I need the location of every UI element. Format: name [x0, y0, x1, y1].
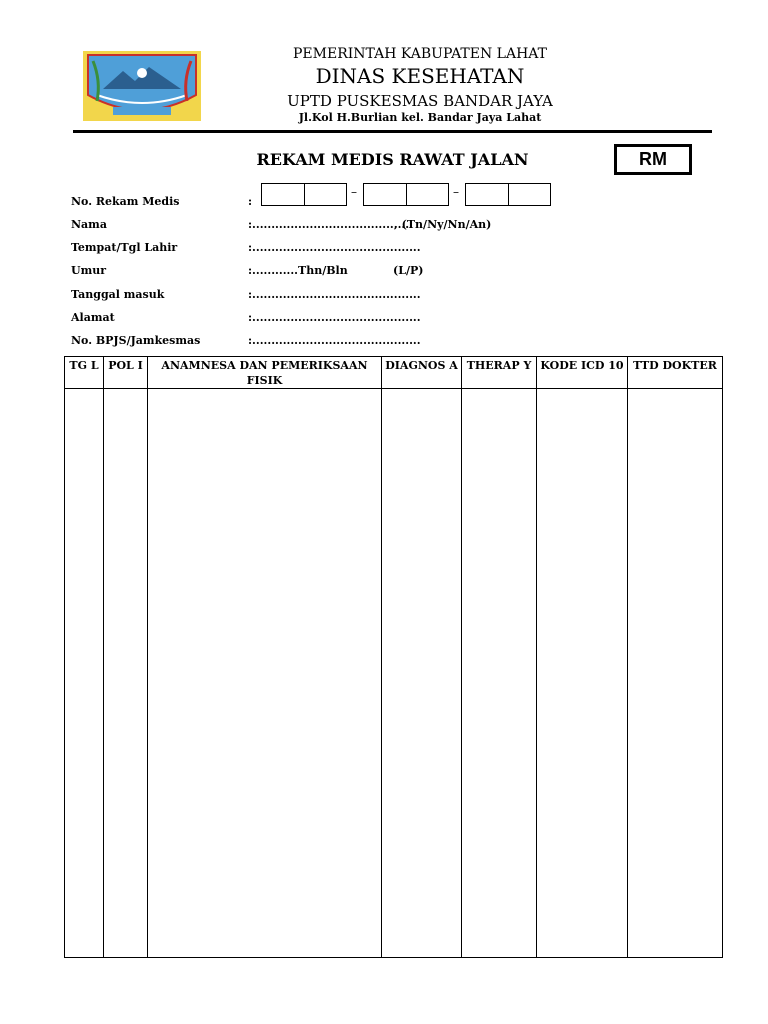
cell-anamnesa[interactable]	[148, 389, 382, 958]
field-value-nama[interactable]: :..........................................	[248, 218, 413, 231]
field-value-umur[interactable]: :............Thn/Bln	[248, 264, 348, 277]
cell-diagnosa[interactable]	[382, 389, 462, 958]
field-label-alamat: Alamat	[71, 311, 115, 324]
field-label-tanggal-masuk: Tanggal masuk	[71, 288, 165, 301]
table-row	[65, 389, 723, 958]
cell-poli[interactable]	[104, 389, 148, 958]
header-unit-name: UPTD PUSKESMAS BANDAR JAYA	[287, 92, 553, 110]
field-umur-gender: (L/P)	[393, 264, 424, 277]
field-value-alamat[interactable]: :............................................	[248, 311, 421, 324]
record-number-separator-1: –	[351, 185, 357, 199]
field-value-tanggal-masuk[interactable]: :............................................	[248, 288, 421, 301]
column-header-diagnosa: DIAGNOS A	[382, 357, 462, 389]
field-label-no-bpjs: No. BPJS/Jamkesmas	[71, 334, 201, 347]
column-header-poli: POL I	[104, 357, 148, 389]
field-label-umur: Umur	[71, 264, 107, 277]
field-nama-title-options: , (Tn/Ny/Nn/An)	[394, 218, 492, 231]
field-label-no-rekam-medis: No. Rekam Medis	[71, 195, 180, 208]
field-label-nama: Nama	[71, 218, 107, 231]
column-header-tgl: TG L	[65, 357, 104, 389]
cell-therapy[interactable]	[462, 389, 537, 958]
medical-record-table	[64, 356, 723, 958]
column-header-kode-icd: KODE ICD 10	[537, 357, 628, 389]
cell-ttd-dokter[interactable]	[628, 389, 723, 958]
field-label-tempat-tgl-lahir: Tempat/Tgl Lahir	[71, 241, 178, 254]
record-number-boxes-3[interactable]	[465, 183, 551, 206]
column-header-therapy: THERAP Y	[462, 357, 537, 389]
record-number-separator-2: –	[453, 185, 459, 199]
header-agency-name: DINAS KESEHATAN	[315, 64, 525, 88]
column-header-ttd-dokter: TTD DOKTER	[628, 357, 723, 389]
kabupaten-lahat-logo	[83, 51, 201, 121]
table-header-row	[65, 357, 723, 389]
field-value-no-bpjs[interactable]: :............................................	[248, 334, 421, 347]
header-government-name: PEMERINTAH KABUPATEN LAHAT	[293, 46, 547, 62]
field-value-no-rekam-medis: :	[248, 195, 253, 208]
header-divider	[73, 130, 712, 133]
header-address: Jl.Kol H.Burlian kel. Bandar Jaya Lahat	[298, 111, 542, 124]
rm-badge: RM	[614, 144, 692, 175]
column-header-anamnesa: ANAMNESA DAN PEMERIKSAAN FISIK	[148, 357, 382, 389]
record-number-boxes-2[interactable]	[363, 183, 449, 206]
cell-tgl[interactable]	[65, 389, 104, 958]
record-number-boxes-1[interactable]	[261, 183, 347, 206]
cell-kode-icd[interactable]	[537, 389, 628, 958]
field-value-tempat-tgl-lahir[interactable]: :............................................	[248, 241, 421, 254]
form-title: REKAM MEDIS RAWAT JALAN	[256, 150, 529, 169]
